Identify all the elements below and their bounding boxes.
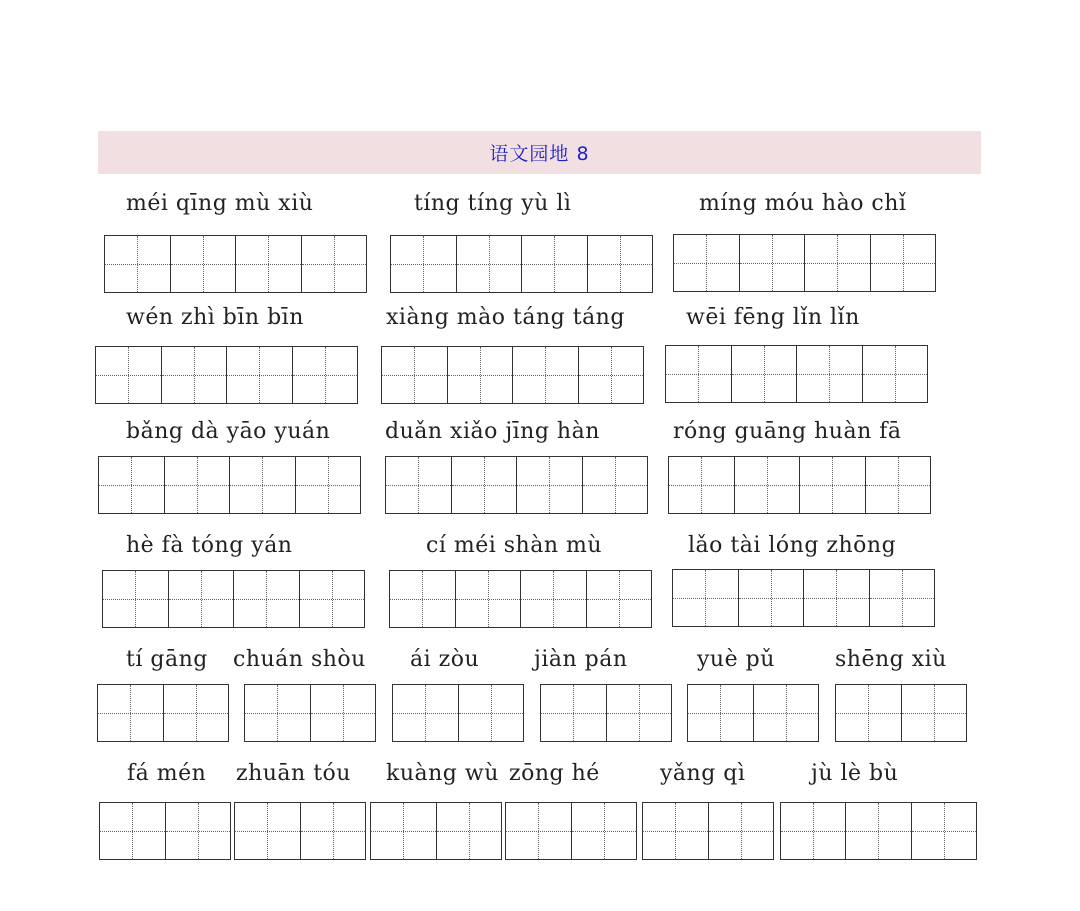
writing-cell[interactable] bbox=[165, 457, 231, 513]
writing-cell[interactable] bbox=[230, 457, 296, 513]
writing-cell[interactable] bbox=[456, 571, 522, 627]
writing-grid[interactable] bbox=[102, 570, 365, 628]
writing-cell[interactable] bbox=[301, 803, 366, 859]
writing-cell[interactable] bbox=[371, 803, 437, 859]
writing-cell[interactable] bbox=[234, 571, 300, 627]
writing-cell[interactable] bbox=[583, 457, 648, 513]
writing-cell[interactable] bbox=[587, 571, 652, 627]
pinyin-label: lǎo tài lóng zhōng bbox=[688, 533, 897, 558]
writing-cell[interactable] bbox=[164, 685, 229, 741]
writing-cell[interactable] bbox=[293, 347, 358, 403]
writing-cell[interactable] bbox=[99, 457, 165, 513]
writing-cell[interactable] bbox=[103, 571, 169, 627]
writing-cell[interactable] bbox=[437, 803, 502, 859]
writing-cell[interactable] bbox=[448, 347, 514, 403]
pinyin-label: wén zhì bīn bīn bbox=[126, 305, 304, 330]
writing-grid[interactable] bbox=[370, 802, 502, 860]
writing-cell[interactable] bbox=[871, 235, 936, 291]
writing-cell[interactable] bbox=[100, 803, 166, 859]
pinyin-label: shēng xiù bbox=[835, 647, 947, 672]
pinyin-label: fá mén bbox=[127, 761, 207, 786]
writing-cell[interactable] bbox=[541, 685, 607, 741]
writing-grid[interactable] bbox=[540, 684, 672, 742]
writing-grid[interactable] bbox=[385, 456, 648, 514]
pinyin-label: jiàn pán bbox=[534, 647, 628, 672]
writing-cell[interactable] bbox=[740, 235, 806, 291]
writing-grid[interactable] bbox=[665, 345, 928, 403]
writing-grid[interactable] bbox=[95, 346, 358, 404]
pinyin-label: tíng tíng yù lì bbox=[414, 191, 572, 216]
writing-cell[interactable] bbox=[169, 571, 235, 627]
pinyin-label: méi qīng mù xiù bbox=[126, 191, 314, 216]
writing-cell[interactable] bbox=[459, 685, 524, 741]
pinyin-label: ái zòu bbox=[410, 647, 480, 672]
writing-cell[interactable] bbox=[522, 236, 588, 292]
writing-cell[interactable] bbox=[162, 347, 228, 403]
writing-grid[interactable] bbox=[835, 684, 967, 742]
writing-cell[interactable] bbox=[674, 235, 740, 291]
writing-cell[interactable] bbox=[235, 803, 301, 859]
writing-cell[interactable] bbox=[673, 570, 739, 626]
writing-cell[interactable] bbox=[302, 236, 367, 292]
writing-cell[interactable] bbox=[709, 803, 774, 859]
writing-cell[interactable] bbox=[513, 347, 579, 403]
writing-grid[interactable] bbox=[668, 456, 931, 514]
pinyin-label: róng guāng huàn fā bbox=[673, 419, 902, 444]
writing-cell[interactable] bbox=[391, 236, 457, 292]
writing-cell[interactable] bbox=[171, 236, 237, 292]
writing-grid[interactable] bbox=[390, 235, 653, 293]
pinyin-label: xiàng mào táng táng bbox=[386, 305, 625, 330]
writing-cell[interactable] bbox=[643, 803, 709, 859]
writing-grid[interactable] bbox=[687, 684, 819, 742]
writing-cell[interactable] bbox=[386, 457, 452, 513]
pinyin-label: kuàng wù bbox=[386, 761, 499, 786]
writing-cell[interactable] bbox=[739, 570, 805, 626]
writing-cell[interactable] bbox=[805, 235, 871, 291]
writing-cell[interactable] bbox=[300, 571, 365, 627]
writing-cell[interactable] bbox=[732, 346, 798, 402]
writing-cell[interactable] bbox=[754, 685, 819, 741]
pinyin-label: zhuān tóu bbox=[236, 761, 351, 786]
writing-cell[interactable] bbox=[836, 685, 902, 741]
writing-cell[interactable] bbox=[227, 347, 293, 403]
pinyin-label: jù lè bù bbox=[811, 761, 899, 786]
writing-cell[interactable] bbox=[572, 803, 637, 859]
writing-cell[interactable] bbox=[105, 236, 171, 292]
writing-cell[interactable] bbox=[797, 346, 863, 402]
writing-cell[interactable] bbox=[902, 685, 967, 741]
pinyin-label: hè fà tóng yán bbox=[126, 533, 293, 558]
writing-cell[interactable] bbox=[863, 346, 928, 402]
writing-cell[interactable] bbox=[390, 571, 456, 627]
writing-grid[interactable] bbox=[98, 456, 361, 514]
writing-cell[interactable] bbox=[166, 803, 231, 859]
writing-cell[interactable] bbox=[846, 803, 911, 859]
writing-cell[interactable] bbox=[800, 457, 866, 513]
writing-grid[interactable] bbox=[234, 802, 366, 860]
pinyin-label: duǎn xiǎo jīng hàn bbox=[385, 419, 600, 444]
writing-cell[interactable] bbox=[688, 685, 754, 741]
title-bar bbox=[98, 131, 981, 174]
page-title: 语文园地 8 bbox=[489, 143, 590, 165]
pinyin-label: cí méi shàn mù bbox=[426, 533, 603, 558]
pinyin-label: bǎng dà yāo yuán bbox=[126, 419, 331, 444]
writing-cell[interactable] bbox=[452, 457, 518, 513]
writing-grid[interactable] bbox=[244, 684, 376, 742]
writing-cell[interactable] bbox=[781, 803, 846, 859]
writing-cell[interactable] bbox=[607, 685, 672, 741]
writing-grid[interactable] bbox=[505, 802, 637, 860]
writing-cell[interactable] bbox=[311, 685, 376, 741]
writing-cell[interactable] bbox=[579, 347, 644, 403]
pinyin-label: yǎng qì bbox=[660, 761, 746, 786]
writing-grid[interactable] bbox=[642, 802, 774, 860]
writing-grid[interactable] bbox=[97, 684, 229, 742]
writing-cell[interactable] bbox=[666, 346, 732, 402]
writing-cell[interactable] bbox=[382, 347, 448, 403]
writing-grid[interactable] bbox=[673, 234, 936, 292]
pinyin-label: tí gāng bbox=[126, 647, 208, 672]
pinyin-label: míng móu hào chǐ bbox=[699, 191, 907, 216]
writing-cell[interactable] bbox=[912, 803, 976, 859]
writing-cell[interactable] bbox=[866, 457, 931, 513]
writing-cell[interactable] bbox=[517, 457, 583, 513]
writing-cell[interactable] bbox=[870, 570, 935, 626]
writing-cell[interactable] bbox=[588, 236, 653, 292]
pinyin-label: zōng hé bbox=[509, 761, 600, 786]
writing-cell[interactable] bbox=[521, 571, 587, 627]
pinyin-label: chuán shòu bbox=[233, 647, 366, 672]
writing-grid[interactable] bbox=[381, 346, 644, 404]
writing-cell[interactable] bbox=[393, 685, 459, 741]
writing-cell[interactable] bbox=[245, 685, 311, 741]
writing-grid[interactable] bbox=[392, 684, 524, 742]
writing-cell[interactable] bbox=[96, 347, 162, 403]
writing-cell[interactable] bbox=[506, 803, 572, 859]
writing-grid[interactable] bbox=[99, 802, 231, 860]
writing-grid[interactable] bbox=[389, 570, 652, 628]
writing-cell[interactable] bbox=[236, 236, 302, 292]
writing-cell[interactable] bbox=[735, 457, 801, 513]
writing-cell[interactable] bbox=[457, 236, 523, 292]
pinyin-label: yuè pǔ bbox=[697, 647, 775, 672]
writing-cell[interactable] bbox=[669, 457, 735, 513]
writing-grid[interactable] bbox=[672, 569, 935, 627]
writing-cell[interactable] bbox=[804, 570, 870, 626]
writing-grid[interactable] bbox=[104, 235, 367, 293]
writing-grid[interactable] bbox=[780, 802, 977, 860]
writing-cell[interactable] bbox=[296, 457, 361, 513]
writing-cell[interactable] bbox=[98, 685, 164, 741]
pinyin-label: wēi fēng lǐn lǐn bbox=[686, 305, 860, 330]
